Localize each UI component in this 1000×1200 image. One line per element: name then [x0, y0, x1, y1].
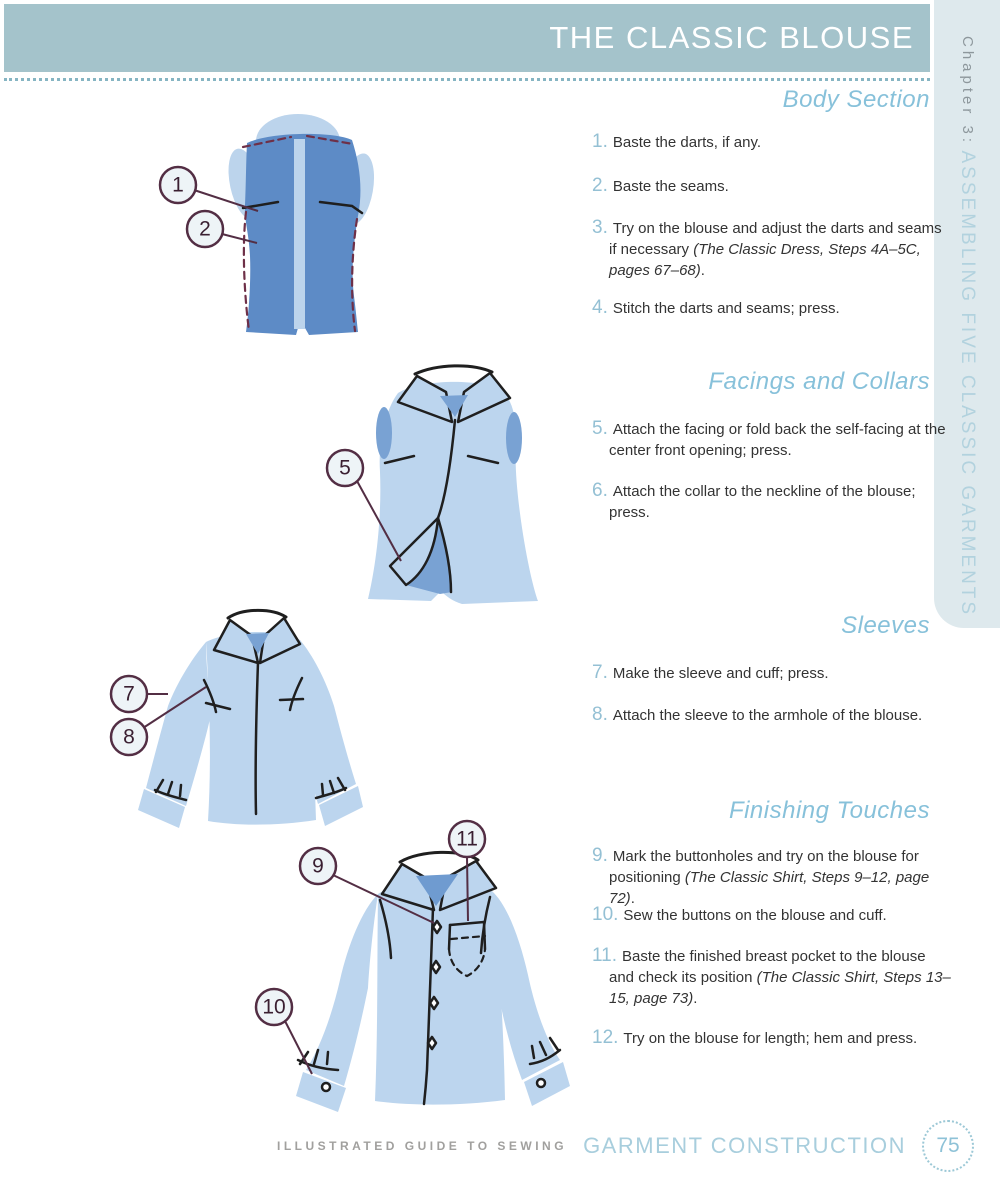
illustration-facing-collar-blouse: [368, 366, 538, 604]
step-text: Baste the finished breast pocket to the blouse and check its position: [609, 948, 926, 986]
step-number: 6.: [592, 480, 608, 501]
step-number: 10.: [592, 904, 619, 925]
callout-number: 1: [172, 173, 184, 197]
illustration-buttoned-blouse: [296, 852, 570, 1112]
series-title: ILLUSTRATED GUIDE TO SEWING: [277, 1139, 568, 1153]
book-title: GARMENT CONSTRUCTION: [583, 1133, 906, 1158]
callout-number: 8: [123, 725, 135, 749]
step-text: Attach the collar to the neckline of the blouse; press.: [609, 483, 916, 521]
callout-number: 9: [312, 854, 324, 878]
callout-number: 10: [262, 995, 286, 1019]
step-number: 11.: [592, 945, 618, 966]
cuff-button-left: [322, 1083, 330, 1091]
step-number: 7.: [592, 662, 608, 683]
illustration-long-sleeve-blouse: [138, 610, 363, 828]
step-text: Attach the facing or fold back the self-facing at the center front opening; press.: [609, 421, 946, 459]
step-number: 9.: [592, 845, 608, 866]
callout-number: 7: [123, 682, 135, 706]
page-footer: [0, 1120, 974, 1172]
callout-number: 5: [339, 456, 351, 480]
section-heading-sleeves: Sleeves: [841, 612, 930, 639]
section-heading-body-section: Body Section: [782, 86, 930, 113]
page-number-badge: [922, 1120, 974, 1172]
step-number: 4.: [592, 297, 608, 318]
step-text-tail: .: [700, 262, 705, 279]
illustration-basted-body-section: [223, 114, 379, 335]
step-number: 1.: [592, 131, 608, 152]
step-text: Stitch the darts and seams; press.: [612, 300, 840, 317]
step-text-tail: .: [630, 890, 635, 907]
step-text: Try on the blouse for length; hem and press.: [623, 1030, 918, 1047]
step-text: Mark the buttonholes and try on the blouse for positioning: [609, 848, 919, 886]
step-number: 5.: [592, 418, 608, 439]
step-text-tail: .: [693, 990, 698, 1007]
section-heading-finishing-touches: Finishing Touches: [728, 797, 930, 824]
step-text: Try on the blouse and adjust the darts and seams if necessary: [609, 220, 942, 258]
page-number: 75: [936, 1134, 960, 1157]
step-reference: (The Classic Dress, Steps 4A–5C, pages 67–68): [609, 241, 921, 279]
step-number: 8.: [592, 704, 608, 725]
chapter-title-label: ASSEMBLING FIVE CLASSIC GARMENTS: [957, 150, 978, 618]
step-number: 2.: [592, 175, 608, 196]
section-heading-facings-collars: Facings and Collars: [708, 368, 930, 395]
step-number: 3.: [592, 217, 608, 238]
chapter-number-label: Chapter 3:: [959, 36, 976, 147]
step-number: 12.: [592, 1027, 619, 1048]
step-reference: (The Classic Shirt, Steps 9–12, page 72): [609, 869, 930, 907]
step-reference: (The Classic Shirt, Steps 13–15, page 73): [609, 969, 951, 1007]
page-title: THE CLASSIC BLOUSE: [549, 20, 914, 55]
callout-number: 11: [456, 827, 478, 851]
step-text: Attach the sleeve to the armhole of the blouse.: [612, 707, 923, 724]
callout-number: 2: [199, 217, 211, 241]
step-text: Make the sleeve and cuff; press.: [612, 665, 829, 682]
step-text: Baste the seams.: [612, 178, 729, 195]
cuff-button-right: [537, 1079, 545, 1087]
callout-7: [111, 676, 168, 712]
step-text: Sew the buttons on the blouse and cuff.: [623, 907, 887, 924]
step-text: Baste the darts, if any.: [612, 134, 761, 151]
